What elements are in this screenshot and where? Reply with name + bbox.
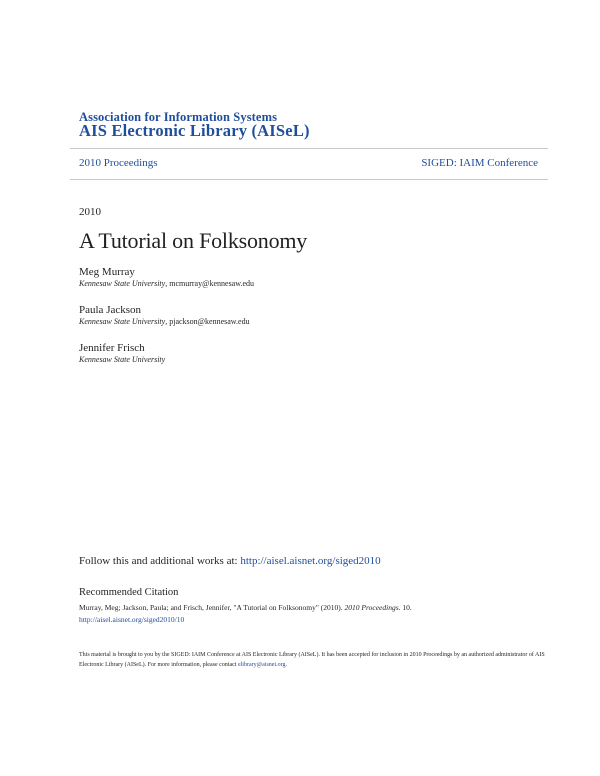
author-name: Jennifer Frisch: [79, 342, 145, 354]
footnote: [79, 650, 549, 670]
author-affiliation: [79, 317, 250, 326]
citation-number: . 10.: [398, 603, 412, 612]
contact-email-link[interactable]: elibrary@aisnet.org: [237, 662, 286, 668]
affiliation-name: Kennesaw State University: [79, 279, 166, 288]
proceedings-link[interactable]: 2010 Proceedings: [79, 157, 158, 169]
citation-heading: Recommended Citation: [79, 587, 179, 598]
author-name: Paula Jackson: [79, 304, 142, 316]
author-name: Meg Murray: [79, 266, 135, 278]
author-block: [79, 266, 254, 288]
paper-title: A Tutorial on Folksonomy: [79, 228, 308, 253]
citation-proceedings: 2010 Proceedings: [344, 603, 399, 612]
paper-year: 2010: [79, 206, 101, 218]
nav-divider: [70, 179, 548, 180]
follow-label: Follow this and additional works at:: [79, 555, 241, 567]
footnote-text: This material is brought to you by the SIGED: IAIM Conference at AIS Electronic Library (AISeL). It has been accepted for inclusion in 2010 Proceedings by an authorized administrator of AIS Electronic Library (AISeL). For more information, please contact: [79, 652, 545, 668]
author-email: , pjackson@kennesaw.edu: [165, 317, 250, 326]
affiliation-name: Kennesaw State University: [79, 355, 166, 364]
author-block: [79, 304, 250, 326]
conference-link[interactable]: SIGED: IAIM Conference: [421, 157, 538, 169]
library-name[interactable]: AIS Electronic Library (AISeL): [79, 121, 310, 140]
author-affiliation: [79, 355, 165, 364]
citation-link[interactable]: http://aisel.aisnet.org/siged2010/10: [79, 615, 185, 624]
series-link[interactable]: http://aisel.aisnet.org/siged2010: [240, 555, 381, 567]
org-name[interactable]: Association for Information Systems: [79, 110, 278, 124]
affiliation-name: Kennesaw State University: [79, 317, 166, 326]
header-divider: [70, 148, 548, 149]
footnote-end: .: [285, 662, 288, 668]
author-affiliation: [79, 279, 254, 288]
citation-text: [79, 602, 539, 626]
citation-body: Murray, Meg; Jackson, Paula; and Frisch, Jennifer, "A Tutorial on Folksonomy" (2010).: [79, 603, 345, 612]
author-block: [79, 342, 165, 364]
follow-line: [79, 555, 381, 567]
author-email: , mcmurray@kennesaw.edu: [165, 279, 255, 288]
